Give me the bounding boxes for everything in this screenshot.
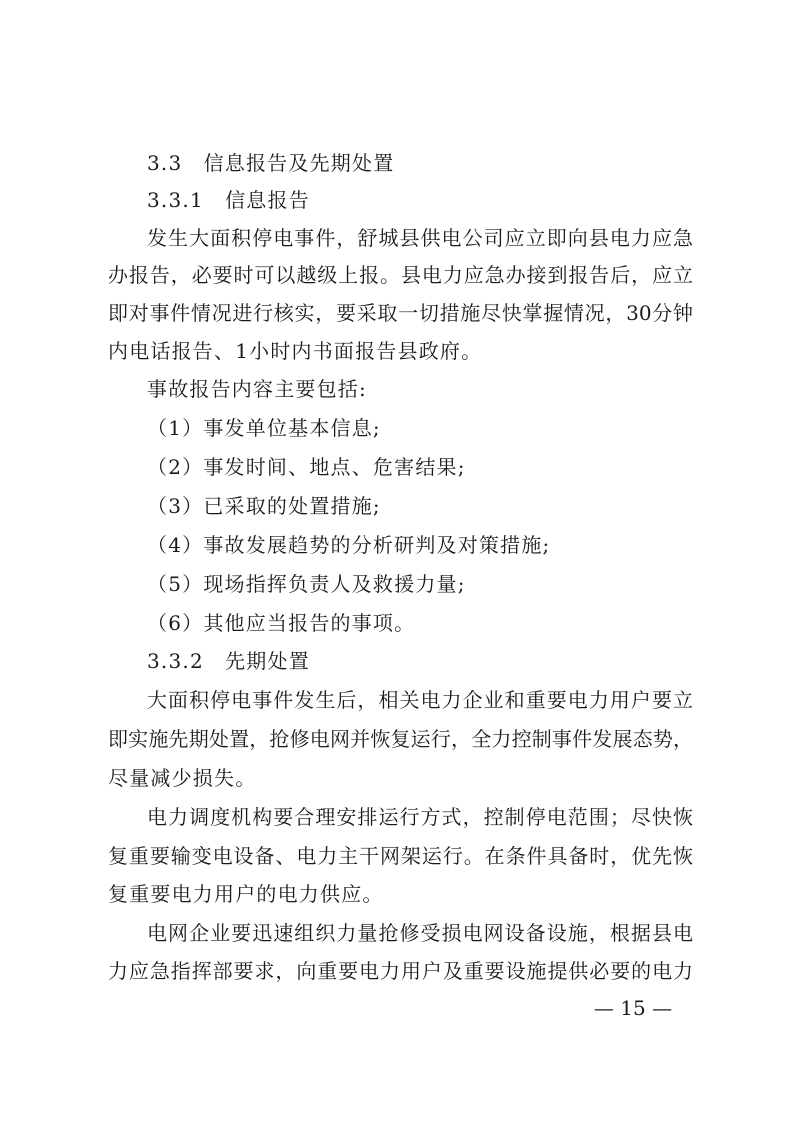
text-line: （3）已采取的处置措施; [147,494,381,518]
text-line: 大面积停电事件发生后，相关电力企业和重要电力用户要立 [147,688,693,712]
text-line: 电网企业要迅速组织力量抢修受损电网设备设施，根据县电 [147,921,693,945]
text-line: 3.3.2 先期处置 [147,649,310,673]
text-line: 电力调度机构要合理安排运行方式，控制停电范围；尽快恢 [147,805,693,829]
text-line: 尽量减少损失。 [108,766,257,790]
text-line: （4）事故发展趋势的分析研判及对策措施; [147,533,551,557]
text-line: 发生大面积停电事件，舒城县供电公司应立即向县电力应急 [147,226,693,250]
text-line: 即实施先期处置，抢修电网并恢复运行，全力控制事件发展态势， [108,727,693,751]
text-line: 3.3 信息报告及先期处置 [147,151,395,175]
text-line: （1）事发单位基本信息; [147,416,381,440]
page-number: — 15 — [593,996,673,1020]
text-line: （2）事发时间、地点、危害结果; [147,455,466,479]
text-line: 复重要输变电设备、电力主干网架运行。在条件具备时，优先恢 [108,844,693,868]
text-line: 复重要电力用户的电力供应。 [108,882,384,906]
text-line: 即对事件情况进行核实，要采取一切措施尽快掌握情况，30分钟 [108,301,693,325]
text-line: 事故报告内容主要包括: [147,377,367,401]
text-line: 力应急指挥部要求，向重要电力用户及重要设施提供必要的电力 [108,959,693,983]
text-line: 办报告，必要时可以越级上报。县电力应急办接到报告后，应立 [108,263,693,287]
text-line: 内电话报告、1小时内书面报告县政府。 [108,339,483,363]
text-line: （6）其他应当报告的事项。 [147,611,416,635]
text-line: （5）现场指挥负责人及救援力量; [147,572,466,596]
text-line: 3.3.1 信息报告 [147,188,310,212]
